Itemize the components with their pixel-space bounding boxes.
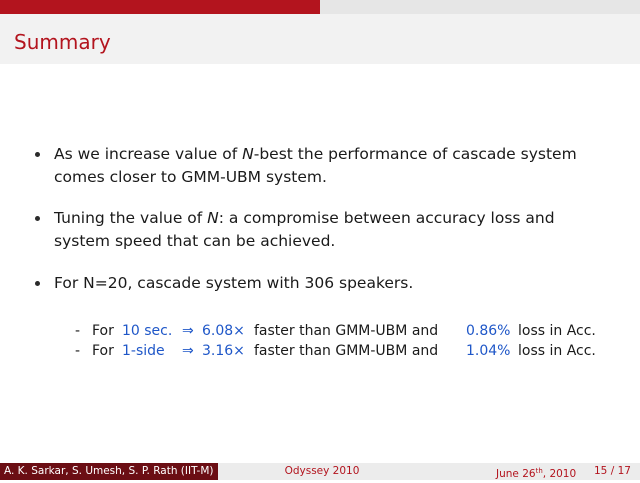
bullet-text	[54, 143, 614, 189]
sub-item-for: For	[92, 343, 114, 359]
sub-list-item	[0, 322, 640, 340]
implies-arrow-icon: ⇒	[182, 343, 194, 359]
duration-label: 10 sec.	[122, 323, 173, 339]
bullet-dot-icon	[35, 152, 40, 157]
footer-authors-text: A. K. Sarkar, S. Umesh, S. P. Rath (IIT-M)	[4, 465, 214, 477]
bullet-text-part: : a compromise between accuracy loss and	[218, 209, 555, 227]
bullet-text-line2: system speed that can be achieved.	[54, 232, 336, 250]
loss-value: 1.04%	[466, 343, 511, 359]
slide-title: Summary	[14, 30, 111, 54]
sub-item-for: For	[92, 323, 114, 339]
variable-n: N	[242, 145, 254, 163]
footer-date-main: June 26	[496, 468, 536, 480]
bullet-text-part: For N=20, cascade system with 306 speakers.	[54, 274, 414, 292]
loss-value: 0.86%	[466, 323, 511, 339]
bullet-text	[54, 272, 614, 295]
speedup-value: 6.08×	[202, 323, 245, 339]
footer-date-page	[426, 463, 640, 480]
variable-n: N	[207, 209, 219, 227]
loss-text: loss in Acc.	[518, 323, 596, 339]
footer-date-suffix: th	[535, 467, 543, 475]
footer-date	[496, 463, 576, 483]
bullet-text-part: Tuning the value of	[54, 209, 208, 227]
footer-bar	[0, 463, 640, 480]
bullet-dot-icon	[35, 216, 40, 221]
bullet-text-line2: comes closer to GMM-UBM system.	[54, 168, 327, 186]
bullet-text-part: As we increase value of	[54, 145, 243, 163]
faster-text: faster than GMM-UBM and	[254, 323, 439, 339]
footer-page-number: 15 / 17	[594, 465, 631, 477]
bullet-dot-icon	[35, 281, 40, 286]
footer-conference-text: Odyssey 2010	[284, 465, 360, 477]
duration-label: 1-side	[122, 343, 165, 359]
bullet-text-part: -best the performance of cascade system	[253, 145, 577, 163]
footer-conference	[218, 463, 426, 480]
dash-marker: -	[75, 323, 81, 339]
sub-list-item	[0, 342, 640, 360]
bullet-text	[54, 207, 614, 253]
implies-arrow-icon: ⇒	[182, 323, 194, 339]
footer-date-year: , 2010	[542, 468, 577, 480]
speedup-value: 3.16×	[202, 343, 245, 359]
faster-text: faster than GMM-UBM and	[254, 343, 439, 359]
footer-authors	[0, 463, 218, 480]
dash-marker: -	[75, 343, 81, 359]
loss-text: loss in Acc.	[518, 343, 596, 359]
